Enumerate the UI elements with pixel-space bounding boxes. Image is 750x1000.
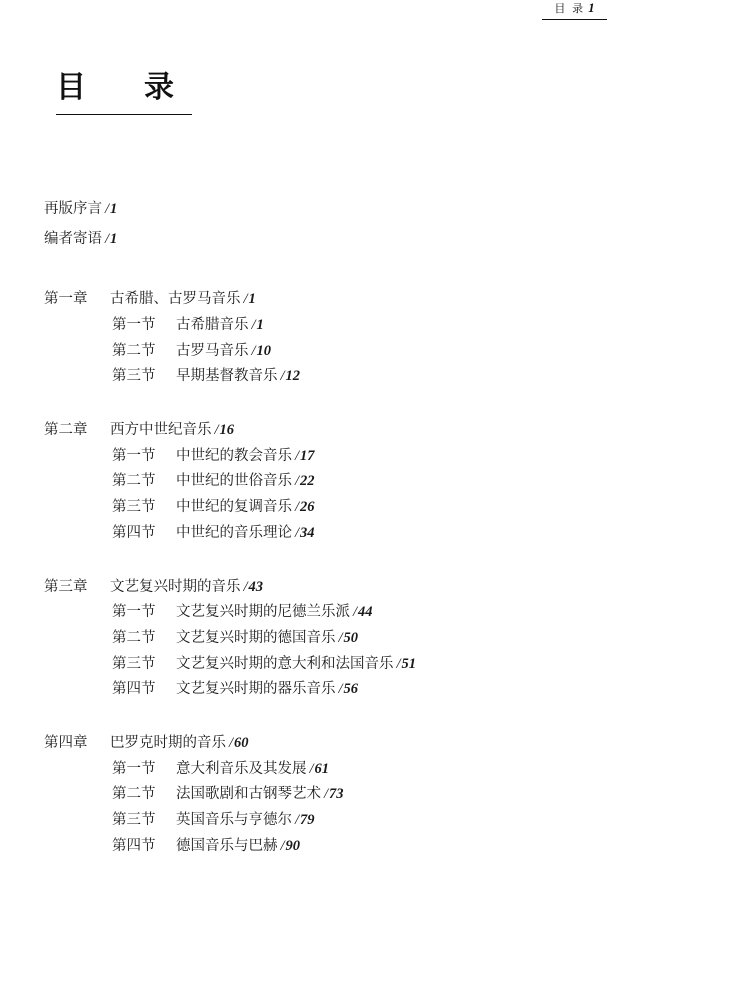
- section-title-text: 中世纪的复调音乐: [176, 499, 292, 516]
- section-label: 第三节: [112, 655, 156, 672]
- chapter-label: 第四章: [44, 735, 88, 752]
- section-page: 90: [285, 838, 301, 855]
- separator-slash: /: [280, 838, 285, 855]
- running-head-text: 目 录: [554, 3, 586, 15]
- front-matter-title: 再版序言: [44, 201, 102, 217]
- separator-slash: /: [295, 524, 300, 541]
- section-title-text: 文艺复兴时期的尼德兰乐派: [176, 604, 350, 621]
- section-label: 第一节: [112, 447, 156, 464]
- section-title-text: 中世纪的世俗音乐: [176, 473, 292, 490]
- separator-slash: /: [229, 735, 234, 752]
- separator-slash: /: [214, 422, 219, 439]
- section-page: 22: [300, 473, 315, 490]
- section-page: 1: [256, 316, 264, 333]
- section-title-text: 英国音乐与亨德尔: [176, 812, 292, 829]
- front-matter-page: 1: [110, 201, 118, 217]
- section-title: [176, 521, 710, 547]
- chapter-title-text: 西方中世纪音乐: [110, 422, 212, 439]
- separator-slash: /: [353, 604, 358, 621]
- section-title: [176, 364, 710, 390]
- section-label: 第四节: [112, 681, 156, 698]
- section-title: [176, 339, 710, 365]
- section-title: [176, 626, 710, 652]
- section-entry[interactable]: [44, 834, 710, 860]
- section-label: 第二节: [112, 786, 156, 803]
- section-page: 34: [300, 524, 315, 541]
- chapter-page: 1: [248, 291, 256, 308]
- section-page: 61: [314, 760, 330, 777]
- section-title: [176, 469, 710, 495]
- separator-slash: /: [295, 499, 300, 516]
- separator-slash: /: [309, 760, 314, 777]
- section-page: 79: [300, 812, 315, 829]
- section-page: 10: [256, 342, 272, 359]
- chapter-block: [44, 575, 710, 704]
- chapter-label: 第二章: [44, 422, 88, 439]
- running-head: [542, 0, 607, 20]
- separator-slash: /: [243, 578, 248, 595]
- separator-slash: /: [280, 368, 285, 385]
- section-label: 第一节: [112, 760, 156, 777]
- section-title-text: 中世纪的音乐理论: [176, 524, 292, 541]
- section-title-text: 早期基督教音乐: [176, 368, 278, 385]
- section-page: 73: [329, 786, 344, 803]
- chapter-page: 16: [219, 422, 235, 439]
- section-title-text: 古罗马音乐: [176, 342, 249, 359]
- section-entry[interactable]: [44, 339, 710, 365]
- chapter-entry[interactable]: [44, 287, 710, 312]
- front-matter-list: [44, 198, 710, 251]
- separator-slash: /: [243, 291, 248, 308]
- page-title: 目 录: [56, 62, 192, 115]
- section-entry[interactable]: [44, 600, 710, 626]
- section-entry[interactable]: [44, 782, 710, 808]
- section-entry[interactable]: [44, 444, 710, 470]
- chapter-title-text: 巴罗克时期的音乐: [110, 735, 226, 752]
- section-label: 第四节: [112, 524, 156, 541]
- section-title-text: 古希腊音乐: [176, 316, 249, 333]
- running-head-page-number: 1: [588, 0, 595, 15]
- chapter-title: [110, 575, 710, 600]
- chapter-page: 60: [234, 735, 249, 752]
- section-page: 50: [343, 629, 359, 646]
- section-entry[interactable]: [44, 313, 710, 339]
- front-matter-page: 1: [110, 231, 118, 248]
- page-title-wrapper: [56, 62, 192, 115]
- section-title: [176, 677, 710, 703]
- front-matter-title: 编者寄语: [44, 231, 102, 248]
- separator-slash: /: [105, 201, 110, 217]
- section-label: 第四节: [112, 838, 156, 855]
- section-title: [176, 313, 710, 339]
- separator-slash: /: [338, 629, 343, 646]
- separator-slash: /: [338, 681, 343, 698]
- list-item[interactable]: [44, 198, 710, 221]
- running-head-inner: [542, 0, 607, 16]
- section-label: 第三节: [112, 499, 156, 516]
- separator-slash: /: [295, 473, 300, 490]
- section-title-text: 中世纪的教会音乐: [176, 447, 292, 464]
- section-entry[interactable]: [44, 364, 710, 390]
- chapter-page: 43: [248, 578, 264, 595]
- chapter-title-text: 文艺复兴时期的音乐: [110, 578, 241, 595]
- chapter-label: 第三章: [44, 578, 88, 595]
- separator-slash: /: [295, 812, 300, 829]
- chapter-entry[interactable]: [44, 731, 710, 756]
- chapter-block: [44, 287, 710, 390]
- chapter-title: [110, 418, 710, 443]
- section-label: 第二节: [112, 473, 156, 490]
- section-title-text: 意大利音乐及其发展: [176, 760, 307, 777]
- section-label: 第二节: [112, 629, 156, 646]
- chapter-block: [44, 731, 710, 860]
- section-label: 第一节: [112, 604, 156, 621]
- section-page: 51: [401, 655, 417, 672]
- chapter-entry[interactable]: [44, 575, 710, 600]
- section-title-text: 文艺复兴时期的德国音乐: [176, 629, 336, 646]
- separator-slash: /: [295, 447, 300, 464]
- section-entry[interactable]: [44, 808, 710, 834]
- list-item[interactable]: [44, 228, 710, 251]
- chapter-title: [110, 731, 710, 756]
- section-title: [176, 495, 710, 521]
- section-title-text: 文艺复兴时期的意大利和法国音乐: [176, 655, 394, 672]
- section-title: [176, 757, 710, 783]
- section-title: [176, 782, 710, 808]
- section-page: 12: [285, 368, 301, 385]
- chapter-entry[interactable]: [44, 418, 710, 443]
- section-label: 第一节: [112, 316, 156, 333]
- section-label: 第二节: [112, 342, 156, 359]
- section-title: [176, 444, 710, 470]
- section-page: 44: [358, 604, 373, 621]
- section-label: 第三节: [112, 368, 156, 385]
- section-title: [176, 808, 710, 834]
- section-title-text: 文艺复兴时期的器乐音乐: [176, 681, 336, 698]
- separator-slash: /: [251, 316, 256, 333]
- separator-slash: /: [396, 655, 401, 672]
- chapter-block: [44, 418, 710, 547]
- section-page: 17: [300, 447, 315, 464]
- section-entry[interactable]: [44, 652, 710, 678]
- section-title: [176, 834, 710, 860]
- chapter-label: 第一章: [44, 291, 88, 308]
- section-entry[interactable]: [44, 495, 710, 521]
- section-entry[interactable]: [44, 521, 710, 547]
- section-entry[interactable]: [44, 757, 710, 783]
- section-page: 26: [300, 499, 315, 516]
- section-entry[interactable]: [44, 469, 710, 495]
- chapter-title-text: 古希腊、古罗马音乐: [110, 291, 241, 308]
- section-title-text: 法国歌剧和古钢琴艺术: [176, 786, 321, 803]
- section-entry[interactable]: [44, 626, 710, 652]
- section-title: [176, 600, 710, 626]
- section-entry[interactable]: [44, 677, 710, 703]
- section-title-text: 德国音乐与巴赫: [176, 838, 278, 855]
- section-label: 第三节: [112, 812, 156, 829]
- table-of-contents: [44, 198, 710, 860]
- section-title: [176, 652, 710, 678]
- section-page: 56: [343, 681, 359, 698]
- separator-slash: /: [251, 342, 256, 359]
- separator-slash: /: [324, 786, 329, 803]
- separator-slash: /: [105, 231, 110, 248]
- chapter-title: [110, 287, 710, 312]
